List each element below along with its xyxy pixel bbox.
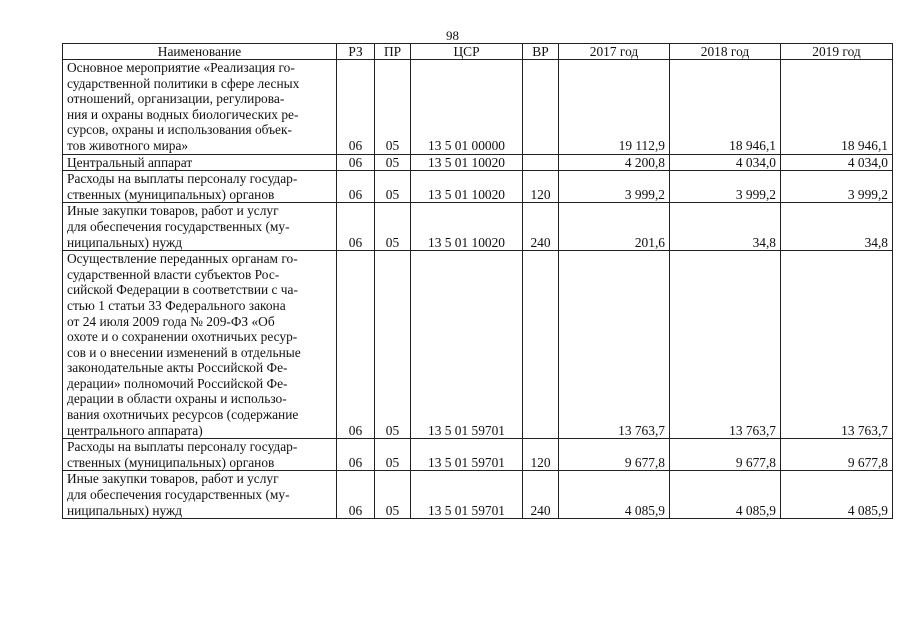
- cell-2017: 201,6: [559, 203, 670, 251]
- cell-vr: [523, 154, 559, 171]
- column-header-rz: РЗ: [337, 44, 375, 60]
- cell-2017: 4 200,8: [559, 154, 670, 171]
- cell-vr: 120: [523, 439, 559, 471]
- cell-vr: 240: [523, 203, 559, 251]
- column-header-csr: ЦСР: [411, 44, 523, 60]
- cell-2018: 9 677,8: [670, 439, 781, 471]
- cell-csr: 13 5 01 10020: [411, 154, 523, 171]
- page-number: 98: [446, 28, 459, 43]
- row-name-line: Центральный аппарат: [67, 154, 193, 170]
- cell-csr: 13 5 01 10020: [411, 171, 523, 203]
- cell-pr: 05: [375, 251, 411, 439]
- cell-2019: 4 085,9: [781, 471, 893, 519]
- cell-2019: 3 999,2: [781, 171, 893, 203]
- row-name: [63, 471, 337, 519]
- row-name-line: законодательные акты Российской Фе-: [67, 360, 288, 376]
- cell-vr: 120: [523, 171, 559, 203]
- column-header-2018: 2018 год: [670, 44, 781, 60]
- row-name-line: сударственной власти субъектов Рос-: [67, 266, 280, 282]
- row-name-line: Иные закупки товаров, работ и услуг: [67, 471, 279, 487]
- cell-pr: 05: [375, 171, 411, 203]
- row-name: [63, 60, 337, 155]
- cell-rz: 06: [337, 171, 375, 203]
- cell-csr: 13 5 01 10020: [411, 203, 523, 251]
- row-name-line: ственных (муниципальных) органов: [67, 186, 275, 202]
- cell-rz: 06: [337, 439, 375, 471]
- cell-rz: 06: [337, 471, 375, 519]
- cell-2018: 18 946,1: [670, 60, 781, 155]
- row-name: [63, 251, 337, 439]
- row-name-line: от 24 июля 2009 года № 209-ФЗ «Об: [67, 313, 275, 329]
- row-name-line: Осуществление переданных органам го-: [67, 251, 298, 267]
- row-name-line: дерации в области охраны и использо-: [67, 391, 287, 407]
- cell-2018: 3 999,2: [670, 171, 781, 203]
- cell-rz: 06: [337, 60, 375, 155]
- column-header-name: Наименование: [63, 44, 337, 60]
- row-name-line: ния и охраны водных биологических ре-: [67, 106, 299, 122]
- cell-2017: 19 112,9: [559, 60, 670, 155]
- cell-2018: 4 085,9: [670, 471, 781, 519]
- row-name-line: Основное мероприятие «Реализация го-: [67, 60, 295, 75]
- row-name-line: дерации» полномочий Российской Фе-: [67, 375, 288, 391]
- cell-2018: 13 763,7: [670, 251, 781, 439]
- column-header-pr: ПР: [375, 44, 411, 60]
- column-header-2019: 2019 год: [781, 44, 893, 60]
- cell-2019: 34,8: [781, 203, 893, 251]
- table-row: [63, 154, 893, 171]
- cell-pr: 05: [375, 439, 411, 471]
- header-row: [63, 44, 893, 60]
- row-name-line: тов животного мира»: [67, 137, 189, 153]
- row-name-line: ственных (муниципальных) органов: [67, 454, 275, 470]
- row-name: [63, 203, 337, 251]
- cell-2019: 13 763,7: [781, 251, 893, 439]
- row-name-line: отношений, организации, регулирова-: [67, 91, 285, 107]
- row-name-line: стью 1 статьи 33 Федерального закона: [67, 297, 286, 313]
- table-row: [63, 203, 893, 251]
- cell-pr: 05: [375, 60, 411, 155]
- table-row: [63, 439, 893, 471]
- cell-vr: [523, 251, 559, 439]
- row-name-line: охоте и о сохранении охотничьих ресур-: [67, 329, 298, 345]
- cell-pr: 05: [375, 203, 411, 251]
- column-header-2017: 2017 год: [559, 44, 670, 60]
- row-name-line: вания охотничьих ресурсов (содержание: [67, 407, 299, 423]
- cell-csr: 13 5 01 59701: [411, 439, 523, 471]
- row-name-line: ниципальных) нужд: [67, 502, 183, 518]
- cell-2017: 3 999,2: [559, 171, 670, 203]
- row-name-line: ниципальных) нужд: [67, 234, 183, 250]
- cell-2017: 4 085,9: [559, 471, 670, 519]
- column-header-vr: ВР: [523, 44, 559, 60]
- cell-2017: 13 763,7: [559, 251, 670, 439]
- table-body: [63, 60, 893, 519]
- cell-2017: 9 677,8: [559, 439, 670, 471]
- cell-2019: 18 946,1: [781, 60, 893, 155]
- cell-2018: 4 034,0: [670, 154, 781, 171]
- budget-table: [62, 43, 893, 519]
- row-name-line: для обеспечения государственных (му-: [67, 218, 290, 234]
- cell-csr: 13 5 01 00000: [411, 60, 523, 155]
- table-row: [63, 471, 893, 519]
- row-name-line: Расходы на выплаты персоналу государ-: [67, 171, 298, 187]
- row-name-line: для обеспечения государственных (му-: [67, 487, 290, 503]
- cell-csr: 13 5 01 59701: [411, 251, 523, 439]
- table-row: [63, 171, 893, 203]
- row-name-line: сов и о внесении изменений в отдельные: [67, 344, 301, 360]
- cell-csr: 13 5 01 59701: [411, 471, 523, 519]
- cell-2019: 9 677,8: [781, 439, 893, 471]
- cell-vr: [523, 60, 559, 155]
- cell-2019: 4 034,0: [781, 154, 893, 171]
- row-name-line: сударственной политики в сфере лесных: [67, 75, 300, 91]
- row-name-line: центрального аппарата): [67, 422, 203, 438]
- table-row: [63, 251, 893, 439]
- cell-rz: 06: [337, 251, 375, 439]
- row-name: [63, 171, 337, 203]
- row-name-line: Расходы на выплаты персоналу государ-: [67, 439, 298, 455]
- cell-pr: 05: [375, 471, 411, 519]
- row-name: [63, 439, 337, 471]
- row-name: [63, 154, 337, 171]
- table-row: [63, 60, 893, 155]
- cell-vr: 240: [523, 471, 559, 519]
- row-name-line: Иные закупки товаров, работ и услуг: [67, 203, 279, 219]
- row-name-line: сурсов, охраны и использования объек-: [67, 122, 292, 138]
- cell-rz: 06: [337, 154, 375, 171]
- cell-pr: 05: [375, 154, 411, 171]
- row-name-line: сийской Федерации в соответствии с ча-: [67, 282, 298, 298]
- cell-2018: 34,8: [670, 203, 781, 251]
- cell-rz: 06: [337, 203, 375, 251]
